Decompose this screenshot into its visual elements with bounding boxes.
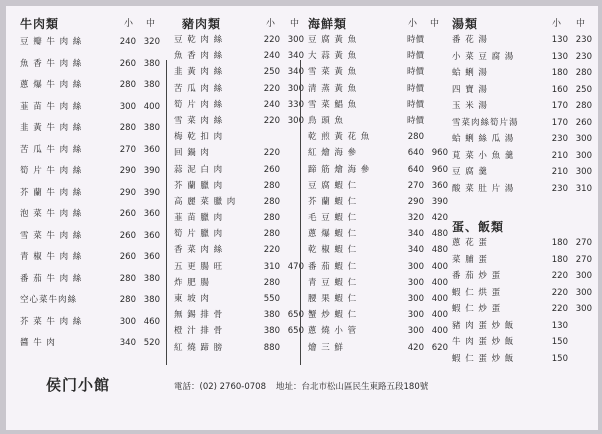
item-name: 橙 汁 排 骨	[174, 326, 224, 337]
price-medium: 650	[287, 326, 304, 337]
price-small: 280	[119, 295, 136, 305]
item-name: 無 錫 排 骨	[174, 310, 224, 321]
menu-item	[174, 178, 304, 194]
item-name: 番 茄 蝦 仁	[308, 261, 358, 272]
item-name: 酸 菜 肚 片 湯	[452, 183, 515, 194]
menu-item	[452, 285, 592, 302]
price-medium: 380	[143, 295, 160, 305]
seafood-title: 海鮮類 小 中	[308, 17, 441, 31]
price-small: 280	[119, 80, 136, 90]
menu-item	[308, 178, 448, 194]
item-name: 豆 腐 羹	[452, 167, 488, 177]
item-name: 回 鍋 肉	[174, 148, 210, 159]
item-name: 豆 腐 黃 魚	[308, 35, 358, 45]
item-name: 筍 片 牛 肉 絲	[20, 166, 83, 176]
menu-item	[20, 54, 160, 76]
price-medium: 400	[431, 310, 448, 321]
menu-item	[308, 162, 448, 178]
price-small: 220	[263, 148, 280, 159]
price-small: 時價	[406, 83, 424, 94]
price-medium: 400	[431, 261, 448, 272]
menu-item	[452, 131, 592, 148]
seafood-list	[308, 32, 448, 356]
menu-item	[20, 269, 160, 291]
price-small: 280	[407, 132, 424, 143]
item-name: 梅 乾 扣 肉	[174, 132, 224, 143]
menu-item	[20, 312, 160, 334]
price-medium: 420	[431, 213, 448, 224]
item-name: 炸 肥 腸	[174, 277, 210, 288]
price-small: 640	[407, 148, 424, 159]
price-medium: 300	[575, 134, 592, 144]
small-label: 小	[552, 19, 563, 29]
price-medium: 960	[431, 164, 448, 175]
price-medium: 360	[143, 252, 160, 262]
price-small: 時價	[406, 51, 424, 62]
menu-item	[20, 32, 160, 54]
item-name: 蝦 仁 烘 蛋	[452, 287, 502, 298]
price-small: 220	[551, 271, 568, 281]
price-small: 300	[407, 326, 424, 337]
item-name: 紅 燴 海 參	[308, 148, 358, 159]
price-medium: 300	[575, 287, 592, 298]
item-name: 牛 肉 蛋 炒 飯	[452, 337, 515, 347]
menu-item	[308, 32, 448, 48]
item-name: 蒜 泥 白 肉	[174, 164, 224, 175]
menu-item	[452, 49, 592, 66]
price-medium: 470	[287, 261, 304, 272]
item-name: 韭 黃 肉 絲	[174, 67, 224, 78]
soup-section	[452, 16, 592, 367]
item-name: 高 麗 菜 臘 肉	[174, 196, 237, 207]
price-medium: 280	[575, 101, 592, 111]
price-medium: 280	[575, 68, 592, 78]
price-medium: 300	[287, 35, 304, 45]
item-name: 五 更 腸 旺	[174, 261, 224, 272]
price-medium: 330	[287, 99, 304, 110]
price-small: 180	[551, 238, 568, 248]
price-small: 290	[407, 196, 424, 207]
price-small: 240	[263, 99, 280, 110]
item-name: 雪菜肉絲筍片湯	[452, 117, 519, 128]
menu-item	[452, 32, 592, 49]
small-label: 小	[266, 19, 277, 29]
pork-section	[174, 16, 304, 356]
menu-item	[174, 194, 304, 210]
price-small: 880	[263, 342, 280, 353]
medium-label: 中	[146, 19, 157, 29]
price-medium: 460	[143, 316, 160, 327]
price-small: 240	[119, 37, 136, 47]
item-name: 韮 苗 臘 肉	[174, 213, 224, 224]
price-small: 300	[119, 101, 136, 112]
price-medium: 230	[575, 35, 592, 45]
price-small: 260	[119, 209, 136, 219]
menu-item	[174, 275, 304, 291]
price-medium: 380	[143, 58, 160, 69]
menu-item	[174, 145, 304, 161]
price-small: 260	[263, 164, 280, 175]
menu-item	[20, 75, 160, 97]
item-name: 苦 瓜 肉 絲	[174, 83, 224, 94]
price-small: 180	[551, 68, 568, 78]
item-name: 乾 煎 黃 花 魚	[308, 132, 371, 143]
price-medium: 650	[287, 310, 304, 321]
menu-item	[308, 242, 448, 258]
price-small: 340	[407, 245, 424, 256]
menu-item	[20, 140, 160, 162]
menu-item	[174, 291, 304, 307]
medium-label: 中	[430, 19, 441, 29]
menu-item	[174, 307, 304, 323]
item-name: 青 椒 牛 肉 絲	[20, 252, 83, 262]
price-small: 220	[263, 83, 280, 94]
price-medium: 390	[143, 166, 160, 176]
price-small: 150	[551, 337, 568, 347]
price-medium: 360	[143, 209, 160, 219]
price-medium: 230	[575, 51, 592, 62]
price-small: 280	[119, 123, 136, 133]
pork-title: 豬肉類 小 中	[182, 17, 301, 31]
price-medium: 480	[431, 229, 448, 240]
price-small: 300	[407, 261, 424, 272]
price-small: 260	[119, 230, 136, 241]
item-name: 乾 椒 蝦 仁	[308, 245, 358, 256]
address: 地址：台北市松山區民生東路五段180號	[276, 382, 429, 392]
price-small: 220	[263, 245, 280, 256]
item-name: 雪 菜 肉 絲	[174, 115, 224, 126]
menu-item	[452, 252, 592, 269]
menu-item	[308, 275, 448, 291]
price-medium: 340	[287, 51, 304, 62]
menu-item	[20, 97, 160, 119]
restaurant-logo: 侯门小館	[46, 376, 111, 394]
menu-item	[452, 235, 592, 252]
price-small: 280	[263, 196, 280, 207]
price-small: 220	[551, 304, 568, 314]
menu-item	[308, 340, 448, 356]
menu-item	[452, 301, 592, 318]
price-small: 550	[263, 294, 280, 304]
item-name: 魚 香 牛 肉 絲	[20, 58, 83, 69]
item-name: 紅 燒 蹄 膀	[174, 342, 224, 353]
item-name: 小 菜 豆 腐 湯	[452, 51, 515, 62]
item-name: 豬 肉 蛋 炒 飯	[452, 320, 515, 331]
beef-section	[20, 16, 160, 355]
menu-item	[308, 113, 448, 129]
phone-number: 電話：(02) 2760-0708	[174, 382, 266, 392]
price-small: 300	[119, 316, 136, 327]
menu-item	[308, 81, 448, 97]
price-medium: 270	[575, 254, 592, 265]
price-medium: 270	[575, 238, 592, 248]
small-label: 小	[408, 19, 419, 29]
soup-title: 湯類 小 中	[452, 17, 587, 31]
price-small: 210	[551, 150, 568, 161]
price-small: 160	[551, 84, 568, 95]
item-name: 泡 菜 牛 肉 絲	[20, 209, 83, 219]
menu-item	[308, 226, 448, 242]
price-small: 時價	[406, 115, 424, 126]
price-medium: 400	[143, 101, 160, 112]
menu-item	[308, 64, 448, 80]
price-medium: 390	[431, 196, 448, 207]
price-small: 340	[119, 338, 136, 348]
seafood-section	[308, 16, 448, 356]
price-small: 時價	[406, 35, 424, 45]
price-small: 150	[551, 353, 568, 364]
item-name: 蔥 爆 牛 肉 絲	[20, 80, 83, 90]
menu-item	[308, 259, 448, 275]
menu-item	[308, 210, 448, 226]
price-medium: 250	[575, 84, 592, 95]
price-medium: 260	[575, 117, 592, 128]
beef-title: 牛肉類 小 中	[20, 17, 157, 31]
small-label: 小	[124, 19, 135, 29]
price-medium: 360	[143, 144, 160, 155]
menu-item	[308, 129, 448, 145]
menu-item	[308, 307, 448, 323]
price-small: 210	[551, 167, 568, 177]
price-small: 270	[407, 180, 424, 191]
item-name: 豆 乾 肉 絲	[174, 35, 224, 45]
menu-item	[174, 64, 304, 80]
price-small: 180	[551, 254, 568, 265]
rice-title: 蛋、飯類	[452, 220, 505, 234]
price-medium: 400	[431, 277, 448, 288]
menu-item	[174, 259, 304, 275]
price-medium: 400	[431, 294, 448, 304]
item-name: 豆 腐 蝦 仁	[308, 180, 358, 191]
menu-item	[174, 242, 304, 258]
menu-item	[20, 290, 160, 312]
item-name: 燴 三 鮮	[308, 342, 344, 353]
menu-item	[174, 97, 304, 113]
menu-item	[20, 204, 160, 226]
price-small: 380	[263, 326, 280, 337]
item-name: 蹄 筋 燴 海 參	[308, 164, 371, 175]
menu-item	[20, 247, 160, 269]
price-small: 230	[551, 134, 568, 144]
menu-item	[174, 48, 304, 64]
price-medium: 400	[431, 326, 448, 337]
price-small: 220	[263, 35, 280, 45]
item-name: 四 寶 湯	[452, 84, 488, 95]
price-medium: 340	[287, 67, 304, 78]
item-name: 清 蒸 黃 魚	[308, 83, 358, 94]
item-name: 芥 蘭 蝦 仁	[308, 196, 358, 207]
price-small: 220	[263, 115, 280, 126]
item-name: 豆 瓣 牛 肉 絲	[20, 37, 83, 47]
price-small: 300	[407, 294, 424, 304]
menu-item	[452, 82, 592, 99]
price-small: 280	[263, 180, 280, 191]
menu-item	[174, 162, 304, 178]
item-name: 蝦 仁 蛋 炒 飯	[452, 353, 515, 364]
menu-item	[174, 81, 304, 97]
price-small: 290	[119, 187, 136, 198]
item-name: 蟹 炒 蝦 仁	[308, 310, 358, 321]
price-small: 130	[551, 35, 568, 45]
price-medium: 300	[575, 304, 592, 314]
price-small: 300	[407, 277, 424, 288]
menu-item	[452, 98, 592, 115]
menu-item	[308, 145, 448, 161]
item-name: 芥 蘭 臘 肉	[174, 180, 224, 191]
price-small: 130	[551, 320, 568, 331]
price-medium: 300	[287, 115, 304, 126]
item-name: 芥 菜 牛 肉 絲	[20, 316, 83, 327]
item-name: 玉 米 湯	[452, 101, 488, 111]
item-name: 醬 牛 肉	[20, 338, 56, 348]
menu-item	[174, 340, 304, 356]
item-name: 蔥 燒 小 管	[308, 326, 358, 337]
menu-item	[452, 164, 592, 181]
menu-item	[452, 268, 592, 285]
soup-list	[452, 32, 592, 197]
price-medium: 380	[143, 273, 160, 284]
price-small: 時價	[406, 99, 424, 110]
item-name: 蝦 仁 炒 蛋	[452, 304, 502, 314]
price-small: 170	[551, 117, 568, 128]
menu-item	[20, 118, 160, 140]
price-small: 280	[263, 213, 280, 224]
price-medium: 520	[143, 338, 160, 348]
item-name: 東 坡 肉	[174, 294, 210, 304]
price-small: 280	[263, 229, 280, 240]
menu-item	[452, 148, 592, 165]
price-medium: 480	[431, 245, 448, 256]
item-name: 蛤 蜊 絲 瓜 湯	[452, 134, 515, 144]
price-small: 280	[263, 277, 280, 288]
price-medium: 360	[431, 180, 448, 191]
menu-item	[308, 323, 448, 339]
item-name: 番 茄 牛 肉 絲	[20, 273, 83, 284]
item-name: 空心菜牛肉絲	[20, 295, 78, 305]
item-name: 蔥 花 蛋	[452, 238, 488, 248]
price-small: 170	[551, 101, 568, 111]
price-small: 270	[119, 144, 136, 155]
item-name: 莧 菜 小 魚 羹	[452, 150, 515, 161]
column-divider	[166, 60, 167, 365]
price-medium: 360	[143, 230, 160, 241]
price-medium: 320	[143, 37, 160, 47]
menu-item	[174, 32, 304, 48]
item-name: 腰 果 蝦 仁	[308, 294, 358, 304]
menu-item	[452, 181, 592, 198]
item-name: 番 花 湯	[452, 35, 488, 45]
price-small: 260	[119, 58, 136, 69]
price-medium: 380	[143, 123, 160, 133]
item-name: 大 蒜 黃 魚	[308, 51, 358, 62]
menu-item	[452, 115, 592, 132]
item-name: 香 菜 肉 絲	[174, 245, 224, 256]
price-small: 420	[407, 342, 424, 353]
item-name: 蔥 爆 蝦 仁	[308, 229, 358, 240]
menu-item	[20, 226, 160, 248]
price-medium: 960	[431, 148, 448, 159]
price-small: 280	[119, 273, 136, 284]
menu-item	[308, 97, 448, 113]
item-name: 毛 豆 蝦 仁	[308, 213, 358, 224]
item-name: 鳥 頭 魚	[308, 115, 344, 126]
price-medium: 300	[575, 167, 592, 177]
item-name: 蛤 蜊 湯	[452, 68, 488, 78]
menu-item	[20, 333, 160, 355]
price-medium: 390	[143, 187, 160, 198]
price-small: 230	[551, 183, 568, 194]
price-small: 240	[263, 51, 280, 62]
menu-item	[452, 334, 592, 351]
menu-item	[308, 48, 448, 64]
menu-item	[20, 183, 160, 205]
menu-page	[6, 6, 598, 430]
item-name: 魚 香 肉 絲	[174, 51, 224, 62]
medium-label: 中	[290, 19, 301, 29]
column-divider	[300, 60, 301, 365]
item-name: 雪 菜 牛 肉 絲	[20, 230, 83, 241]
price-small: 300	[407, 310, 424, 321]
item-name: 韭 黃 牛 肉 絲	[20, 123, 83, 133]
price-medium: 300	[575, 271, 592, 281]
item-name: 筍 片 肉 絲	[174, 99, 224, 110]
price-medium: 380	[143, 80, 160, 90]
price-medium: 300	[287, 83, 304, 94]
rice-list	[452, 235, 592, 367]
item-name: 筍 片 臘 肉	[174, 229, 224, 240]
price-small: 310	[263, 261, 280, 272]
price-small: 250	[263, 67, 280, 78]
price-small: 320	[407, 213, 424, 224]
menu-item	[308, 291, 448, 307]
menu-item	[308, 194, 448, 210]
menu-item	[174, 113, 304, 129]
price-small: 時價	[406, 67, 424, 78]
item-name: 雪 菜 黃 魚	[308, 67, 358, 78]
menu-item	[174, 210, 304, 226]
menu-item	[174, 129, 304, 145]
item-name: 青 豆 蝦 仁	[308, 277, 358, 288]
medium-label: 中	[576, 19, 587, 29]
price-small: 380	[263, 310, 280, 321]
price-small: 290	[119, 166, 136, 176]
item-name: 苦 瓜 牛 肉 絲	[20, 144, 83, 155]
item-name: 韮 苗 牛 肉 絲	[20, 101, 83, 112]
item-name: 雪 菜 鯧 魚	[308, 99, 358, 110]
menu-item	[174, 323, 304, 339]
price-medium: 620	[431, 342, 448, 353]
price-small: 220	[551, 287, 568, 298]
price-medium: 310	[575, 183, 592, 194]
item-name: 芥 蘭 牛 肉 絲	[20, 187, 83, 198]
beef-list	[20, 32, 160, 355]
menu-item	[452, 351, 592, 368]
menu-item	[452, 65, 592, 82]
price-small: 260	[119, 252, 136, 262]
price-small: 340	[407, 229, 424, 240]
price-medium: 300	[575, 150, 592, 161]
item-name: 番 茄 炒 蛋	[452, 271, 502, 281]
price-small: 640	[407, 164, 424, 175]
price-small: 130	[551, 51, 568, 62]
item-name: 菜 脯 蛋	[452, 254, 488, 265]
menu-item	[174, 226, 304, 242]
menu-item	[452, 318, 592, 335]
menu-item	[20, 161, 160, 183]
pork-list	[174, 32, 304, 356]
